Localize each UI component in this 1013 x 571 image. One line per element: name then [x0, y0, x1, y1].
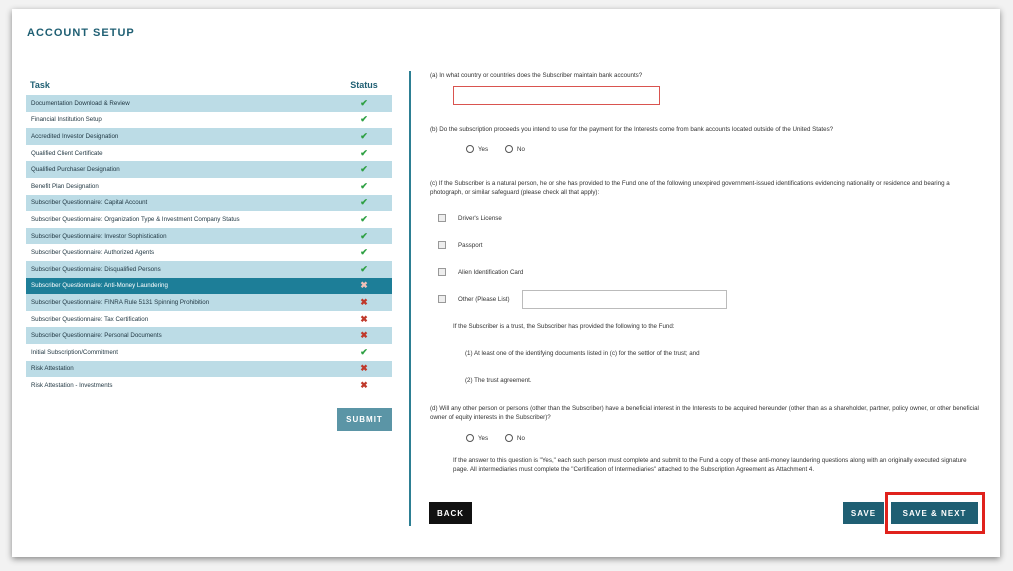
radio-d-yes[interactable] [466, 434, 488, 442]
task-row[interactable] [26, 161, 392, 178]
radio-circle[interactable] [505, 145, 513, 153]
task-name: Risk Attestation - Investments [31, 381, 113, 389]
checkbox-alien-id-card[interactable] [438, 268, 523, 276]
checkbox-label: Driver's License [458, 214, 502, 222]
check-icon: ✔ [360, 180, 368, 191]
task-row[interactable] [26, 128, 392, 145]
task-name: Risk Attestation [31, 365, 74, 373]
task-row[interactable] [26, 294, 392, 311]
task-name: Subscriber Questionnaire: Organization Type & Investment Company Status [31, 215, 240, 223]
back-button[interactable]: BACK [429, 502, 472, 524]
header-task: Task [30, 80, 50, 90]
radio-circle[interactable] [466, 145, 474, 153]
task-name: Accredited Investor Designation [31, 132, 119, 140]
task-name: Subscriber Questionnaire: Capital Account [31, 199, 148, 207]
other-id-input[interactable] [522, 290, 727, 309]
task-row[interactable] [26, 327, 392, 344]
check-icon: ✔ [360, 247, 368, 258]
check-icon: ✔ [360, 230, 368, 241]
save-next-button[interactable]: SAVE & NEXT [891, 502, 978, 524]
check-icon: ✔ [360, 197, 368, 208]
task-name: Subscriber Questionnaire: FINRA Rule 5131 Spinning Prohibition [31, 298, 210, 306]
x-icon: ✖ [360, 379, 368, 390]
question-c: (c) If the Subscriber is a natural person, he or she has provided to the Fund one of the following unexpired government-issued identifications evidencing nationality or residence and bearing a photograph, or similar safeguard (please check all that apply): [430, 180, 950, 196]
radio-d-no[interactable] [505, 434, 525, 442]
task-row[interactable] [26, 195, 392, 212]
task-rows [26, 95, 392, 394]
task-name: Subscriber Questionnaire: Personal Documents [31, 332, 162, 340]
save-next-highlight [885, 492, 985, 534]
trust-intro: If the Subscriber is a trust, the Subscriber has provided the following to the Fund: [453, 323, 675, 330]
task-row[interactable] [26, 278, 392, 295]
checkbox-box[interactable] [438, 268, 446, 276]
checkbox-label: Alien Identification Card [458, 268, 524, 276]
task-row[interactable] [26, 211, 392, 228]
task-row[interactable] [26, 112, 392, 129]
radio-label: No [517, 434, 525, 442]
checkbox-drivers-license[interactable] [438, 214, 502, 222]
task-row[interactable] [26, 344, 392, 361]
task-row[interactable] [26, 261, 392, 278]
check-icon: ✔ [360, 346, 368, 357]
task-name: Qualified Purchaser Designation [31, 166, 120, 174]
task-row[interactable] [26, 244, 392, 261]
task-row[interactable] [26, 145, 392, 162]
task-row[interactable] [26, 361, 392, 378]
question-b: (b) Do the subscription proceeds you intend to use for the payment for the Interests come from bank accounts located outside of the United States? [430, 126, 834, 133]
checkbox-box[interactable] [438, 295, 446, 303]
check-icon: ✔ [360, 97, 368, 108]
x-icon: ✖ [360, 313, 368, 324]
radio-b-no[interactable] [505, 145, 525, 153]
checkbox-passport[interactable] [438, 241, 482, 249]
question-a: (a) In what country or countries does the Subscriber maintain bank accounts? [430, 72, 643, 79]
check-icon: ✔ [360, 164, 368, 175]
trust-item-2: (2) The trust agreement. [465, 377, 532, 384]
aml-form [428, 9, 988, 557]
task-row[interactable] [26, 311, 392, 328]
submit-button[interactable]: SUBMIT [337, 408, 392, 431]
checkbox-label: Other (Please List) [458, 295, 510, 303]
radio-label: No [517, 145, 525, 153]
task-table [26, 75, 392, 394]
check-icon: ✔ [360, 147, 368, 158]
check-icon: ✔ [360, 213, 368, 224]
task-name: Initial Subscription/Commitment [31, 348, 118, 356]
radio-label: Yes [478, 145, 489, 153]
task-name: Qualified Client Certificate [31, 149, 103, 157]
page-title: ACCOUNT SETUP [27, 27, 135, 39]
app-window [12, 9, 1000, 557]
radio-label: Yes [478, 434, 489, 442]
checkbox-label: Passport [458, 241, 483, 249]
check-icon: ✔ [360, 263, 368, 274]
x-icon: ✖ [360, 363, 368, 374]
task-name: Subscriber Questionnaire: Tax Certification [31, 315, 149, 323]
radio-b-yes[interactable] [466, 145, 488, 153]
bank-countries-input[interactable] [453, 86, 660, 105]
task-row[interactable] [26, 178, 392, 195]
task-name: Documentation Download & Review [31, 99, 130, 107]
check-icon: ✔ [360, 130, 368, 141]
checkbox-other[interactable] [438, 295, 510, 303]
save-button[interactable]: SAVE [843, 502, 884, 524]
radio-circle[interactable] [505, 434, 513, 442]
trust-item-1: (1) At least one of the identifying documents listed in (c) for the settlor of the trust; and [465, 350, 700, 357]
x-icon: ✖ [360, 280, 368, 291]
task-name: Subscriber Questionnaire: Disqualified Persons [31, 265, 161, 273]
radio-circle[interactable] [466, 434, 474, 442]
task-name: Subscriber Questionnaire: Anti-Money Laundering [31, 282, 168, 290]
checkbox-box[interactable] [438, 241, 446, 249]
header-status: Status [350, 80, 378, 90]
checkbox-box[interactable] [438, 214, 446, 222]
task-name: Financial Institution Setup [31, 116, 102, 124]
x-icon: ✖ [360, 330, 368, 341]
x-icon: ✖ [360, 296, 368, 307]
task-row[interactable] [26, 228, 392, 245]
question-d: (d) Will any other person or persons (other than the Subscriber) have a beneficial interest in the Interests to be acquired hereunder (other than as a shareholder, partner, policy owner, or other beneficial owner of equity interests in the Subscriber)? [430, 405, 979, 421]
task-row[interactable] [26, 95, 392, 112]
task-name: Benefit Plan Designation [31, 182, 99, 190]
question-d-note: If the answer to this question is "Yes," each such person must complete and submit to the Fund a copy of these anti-money laundering questions along with an originally executed signature page. All intermediaries must complete the "Certification of Intermediaries" attached to the Subscription Agreement as Attachment 4. [453, 457, 967, 473]
task-name: Subscriber Questionnaire: Authorized Agents [31, 249, 155, 257]
vertical-divider [409, 71, 411, 526]
task-table-header [26, 75, 392, 95]
task-name: Subscriber Questionnaire: Investor Sophistication [31, 232, 167, 240]
task-row[interactable] [26, 377, 392, 394]
check-icon: ✔ [360, 114, 368, 125]
